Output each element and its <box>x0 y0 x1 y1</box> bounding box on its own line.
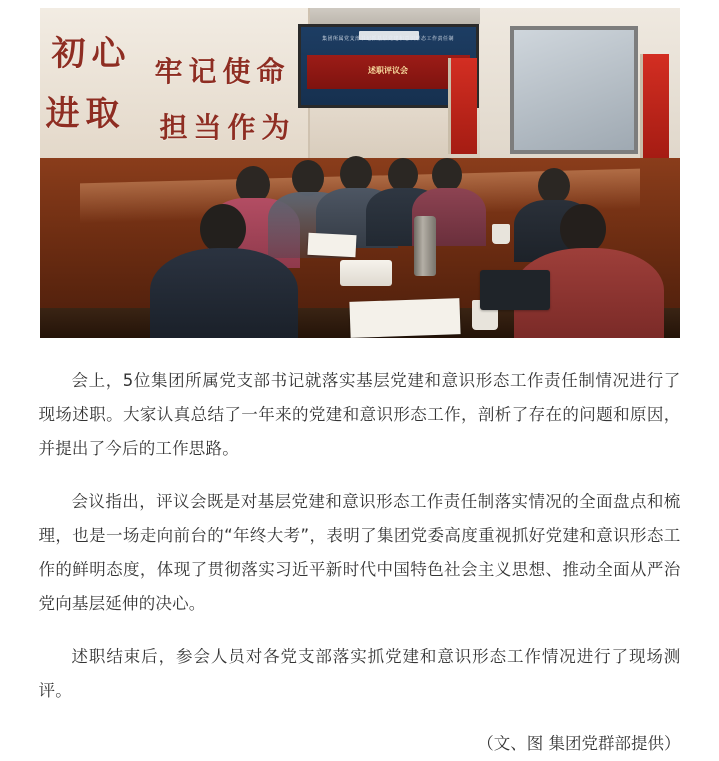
paragraph: 会上，5位集团所属党支部书记就落实基层党建和意识形态工作责任制情况进行了现场述职。大家认真总结了一年来的党建和意识形态工作，剖析了存在的问题和原因，并提出了今后的工作思路。 <box>38 371 681 458</box>
wall-slogan-2: 牢记使命 <box>154 55 291 88</box>
photo-canvas <box>40 8 680 338</box>
flag-left <box>448 58 477 154</box>
article-body <box>39 364 681 761</box>
wall-slogan-1: 初心 <box>51 34 132 74</box>
article-credit: （文、图 集团党群部提供） <box>477 734 681 753</box>
paper-cup <box>492 224 510 244</box>
flag-right <box>640 54 669 158</box>
foreground-body <box>150 248 298 338</box>
wall-slogan-3: 进取 <box>45 94 126 134</box>
thermos <box>414 216 436 276</box>
paragraph: 会议指出，评议会既是对基层党建和意识形态工作责任制落实情况的全面盘点和梳理，也是一场走向前台的“年终大考”，表明了集团党委高度重视抓好党建和意识形态工作的鲜明态度，体现了贯彻落实习近平新时代中国特色社会主义思想、推动全面从严治党向基层延伸的决心。 <box>38 492 681 613</box>
screen-title: 集团所属党支部书记抓基层党建和意识形态工作责任制 <box>321 36 454 42</box>
documents <box>349 298 460 338</box>
participant-head <box>538 168 570 204</box>
meeting-photo <box>40 8 680 338</box>
article-page <box>0 8 719 753</box>
documents <box>307 233 356 257</box>
participant-head <box>340 156 372 192</box>
participant-head <box>388 158 418 192</box>
tissue-box <box>340 260 392 286</box>
paragraph: 述职结束后，参会人员对各党支部落实抓党建和意识形态工作情况进行了现场测评。 <box>38 647 681 700</box>
wall-slogan-4: 担当作为 <box>159 111 296 144</box>
participant-head <box>432 158 462 192</box>
screen-subtitle: 述职评议会 <box>368 66 408 75</box>
foreground-head <box>560 204 606 254</box>
laptop <box>480 270 550 310</box>
window <box>510 26 638 154</box>
participant-head <box>292 160 324 196</box>
foreground-head <box>200 204 246 254</box>
